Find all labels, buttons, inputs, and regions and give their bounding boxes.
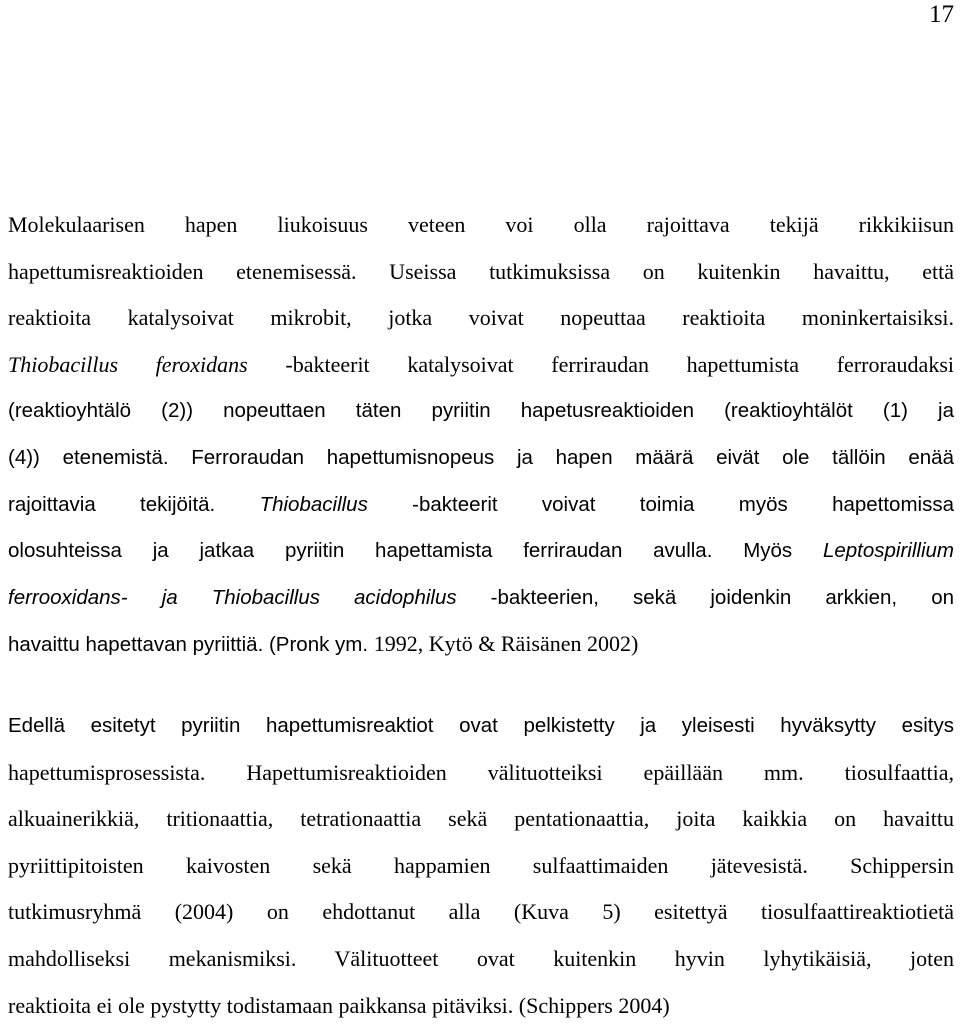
text-line [8, 575, 954, 622]
text-segment: havaittu hapettavan pyriittiä. (Pronk ym. [8, 633, 374, 657]
text-line [8, 528, 954, 575]
paragraph-2 [8, 703, 954, 1029]
text-line: reaktioita ei ole pystytty todistamaan paikkansa pitäviksi. (Schippers 2004) [8, 992, 670, 1018]
text-line: tutkimusryhmä (2004) on ehdottanut alla (Kuva 5) esitettyä tiosulfaattireaktiotietä [8, 899, 954, 925]
text-line: reaktioita katalysoivat mikrobit, jotka voivat nopeuttaa reaktioita moninkertaisiksi. [8, 305, 954, 331]
paragraph-1 [8, 202, 954, 669]
text-segment: -bakteerien, sekä joidenkin arkkien, on [456, 585, 954, 609]
species-name: ferrooxidans- ja Thiobacillus acidophilus [8, 585, 457, 609]
text-segment: -bakteerit voivat toimia myös hapettomissa [367, 492, 954, 516]
text-line [8, 342, 954, 389]
text-segment: -bakteerit katalysoivat ferriraudan hapettumista ferroraudaksi [247, 351, 954, 377]
text-line [8, 482, 954, 529]
text-segment: olosuhteissa ja jatkaa pyriitin hapettamista ferriraudan avulla. Myös [8, 539, 823, 563]
text-line: mahdolliseksi mekanismiksi. Välituotteet ovat kuitenkin hyvin lyhytikäisiä, joten [8, 945, 954, 971]
text-line: hapettumisprosessista. Hapettumisreaktioiden välituotteiksi epäillään mm. tiosulfaattia, [8, 759, 954, 785]
text-line: (4)) etenemistä. Ferroraudan hapettumisnopeus ja hapen määrä eivät ole tällöin enää [8, 445, 954, 469]
text-line: hapettumisreaktioiden etenemisessä. Useissa tutkimuksissa on kuitenkin havaittu, että [8, 258, 954, 284]
text-line: alkuainerikkiä, tritionaattia, tetrationaattia sekä pentationaattia, joita kaikkia on havaittu [8, 806, 954, 832]
species-name: Thiobacillus feroxidans [8, 351, 248, 377]
text-line: (reaktioyhtälö (2)) nopeuttaen täten pyriitin hapetusreaktioiden (reaktioyhtälöt (1) ja [8, 399, 954, 423]
page-number: 17 [929, 1, 954, 28]
text-line: Edellä esitetyt pyriitin hapettumisreaktiot ovat pelkistetty ja yleisesti hyväksytty esitys [8, 714, 954, 737]
text-segment: rajoittavia tekijöitä. [8, 492, 260, 516]
text-line: Molekulaarisen hapen liukoisuus veteen voi olla rajoittava tekijä rikkikiisun [8, 212, 954, 237]
species-name: Leptospirillium [822, 539, 954, 563]
text-line [8, 621, 954, 669]
text-line: pyriittipitoisten kaivosten sekä happamien sulfaattimaiden jätevesistä. Schippersin [8, 852, 954, 878]
species-name: Thiobacillus [259, 492, 368, 516]
citation: 1992, Kytö & Räisänen 2002) [373, 631, 639, 657]
